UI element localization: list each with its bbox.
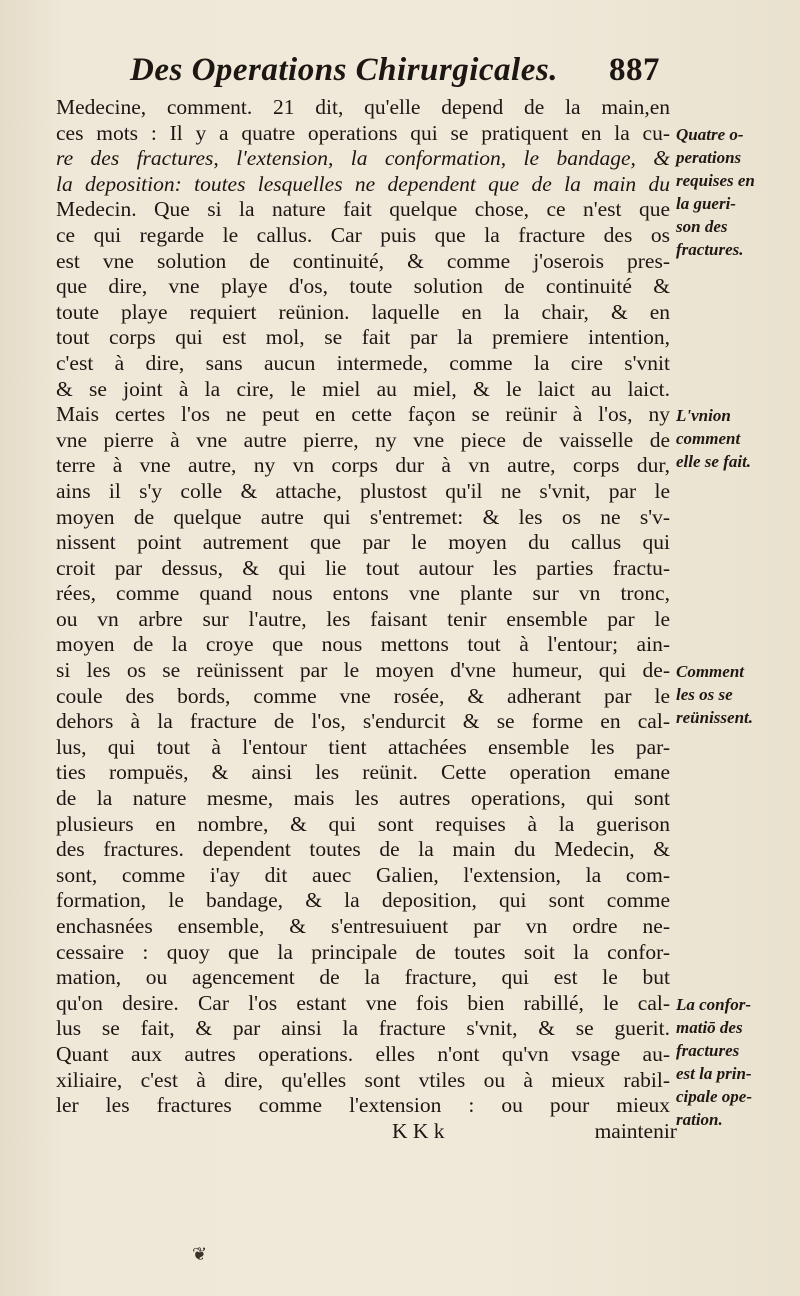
margin-note-line: La confor-	[676, 995, 752, 1014]
text-line: la deposition: toutes lesquelles ne dependent que de la main du	[56, 171, 670, 196]
text-line: croit par dessus, & qui lie tout autour les parties fractu-	[56, 555, 670, 580]
text-line: ce qui regarde le callus. Car puis que la fracture des os	[56, 222, 670, 247]
text-line: Mais certes l'os ne peut en cette façon se reünir à l'os, ny	[56, 402, 670, 427]
margin-note-line: son des	[676, 216, 728, 236]
running-title: Des Operations Chirurgicales.	[130, 52, 558, 88]
text-line: sont, comme i'ay dit auec Galien, l'extension, la com-	[56, 862, 670, 887]
text-line: rées, comme quand nous entons vne plante sur vn tronc,	[56, 581, 670, 606]
margin-note-line: Comment	[676, 662, 745, 682]
margin-note-line: fractures.	[676, 239, 744, 259]
margin-note-line: les os se	[676, 685, 733, 705]
margin-note-line: la gueri-	[676, 193, 736, 213]
signature-mark: K K k	[392, 1118, 445, 1143]
text-line: ces mots : Il y a quatre operations qui se pratiquent en la cu-	[56, 120, 670, 145]
text-line: formation, le bandage, & la deposition, qui sont comme	[56, 888, 670, 913]
margin-note-line: comment	[676, 429, 741, 449]
text-line: & se joint à la cire, le miel au miel, & le laict au laict.	[56, 376, 670, 401]
text-line: dehors à la fracture de l'os, s'endurcit & se forme en cal-	[56, 709, 670, 734]
text-line: terre à vne autre, ny vn corps dur à vn autre, corps dur,	[56, 453, 670, 478]
margin-note-line: matiō des	[676, 1018, 743, 1037]
text-line: de la nature mesme, mais les autres operations, qui sont	[56, 786, 670, 811]
text-line: coule des bords, comme vne rosée, & adherant par le	[56, 683, 670, 708]
text-line: Quant aux autres operations. elles n'ont qu'vn vsage au-	[56, 1041, 670, 1066]
text-line: moyen de quelque autre qui s'entremet: & les os ne s'v-	[56, 504, 670, 529]
text-line: toute playe requiert reünion. laquelle en la chair, & en	[56, 299, 670, 324]
margin-note-line: ration.	[676, 1110, 723, 1129]
text-line: ties rompuës, & ainsi les reünit. Cette operation emane	[56, 760, 670, 785]
text-line: cessaire : quoy que la principale de toutes soit la confor-	[56, 939, 670, 964]
main-text-block	[56, 95, 677, 1144]
text-line: est vne solution de continuité, & comme j'oserois pres-	[56, 248, 670, 273]
margin-note-line: cipale ope-	[676, 1087, 752, 1106]
margin-note	[676, 123, 798, 261]
margin-note-line: fractures	[676, 1041, 740, 1060]
text-line: ler les fractures comme l'extension : ou pour mieux	[56, 1093, 670, 1118]
catchword: maintenir	[594, 1118, 677, 1143]
catchline	[56, 1118, 677, 1145]
margin-note	[676, 660, 798, 729]
page-number: 887	[609, 52, 660, 88]
margin-note-line: L'vnion	[676, 406, 731, 426]
text-line: mation, ou agencement de la fracture, qui est le but	[56, 965, 670, 990]
running-header	[120, 52, 680, 98]
text-line: enchasnées ensemble, & s'entresuiuent par vn ordre ne-	[56, 914, 670, 938]
text-line: plusieurs en nombre, & qui sont requises à la guerison	[56, 811, 670, 836]
margin-note-line: elle se fait.	[676, 452, 752, 472]
text-line: ou vn arbre sur l'autre, les faisant tenir ensemble par le	[56, 606, 670, 631]
margin-note	[676, 404, 798, 473]
margin-note	[676, 993, 798, 1131]
text-line: vne pierre à vne autre pierre, ny vne piece de vaisselle de	[56, 427, 670, 452]
fleuron-ornament: ❦	[192, 1244, 208, 1264]
text-line: tout corps qui est mol, se fait par la premiere intention,	[56, 325, 670, 350]
text-line: xiliaire, c'est à dire, qu'elles sont vtiles ou à mieux rabil-	[56, 1067, 670, 1092]
text-line: Medecin. Que si la nature fait quelque chose, ce n'est que	[56, 197, 670, 222]
text-line: que dire, vne playe d'os, toute solution de continuité &	[56, 274, 670, 299]
text-line: Medecine, comment. 21 dit, qu'elle depend de la main,en	[56, 95, 670, 119]
margin-note-line: reünissent.	[676, 708, 753, 728]
text-line: lus, qui tout à l'entour tient attachées ensemble les par-	[56, 734, 670, 759]
margin-note-line: Quatre o-	[676, 124, 744, 144]
text-line: des fractures. dependent toutes de la main du Medecin, &	[56, 837, 670, 862]
text-line: si les os se reünissent par le moyen d'vne humeur, qui de-	[56, 658, 670, 683]
text-line: moyen de la croye que nous mettons tout à l'entour; ain-	[56, 632, 670, 657]
text-line: c'est à dire, sans aucun intermede, comme la cire s'vnit	[56, 350, 670, 375]
text-line: re des fractures, l'extension, la conformation, le bandage, &	[56, 146, 670, 171]
text-line: nissent point autrement que par le moyen du callus qui	[56, 530, 670, 555]
text-line: qu'on desire. Car l'os estant vne fois bien rabillé, le cal-	[56, 990, 670, 1015]
margin-note-line: requises en	[676, 170, 755, 190]
margin-note-line: perations	[676, 147, 742, 167]
text-line: ains il s'y colle & attache, plustost qu'il ne s'vnit, par le	[56, 478, 670, 503]
text-line: lus se fait, & par ainsi la fracture s'vnit, & se guerit.	[56, 1016, 670, 1041]
margin-note-line: est la prin-	[676, 1064, 752, 1083]
